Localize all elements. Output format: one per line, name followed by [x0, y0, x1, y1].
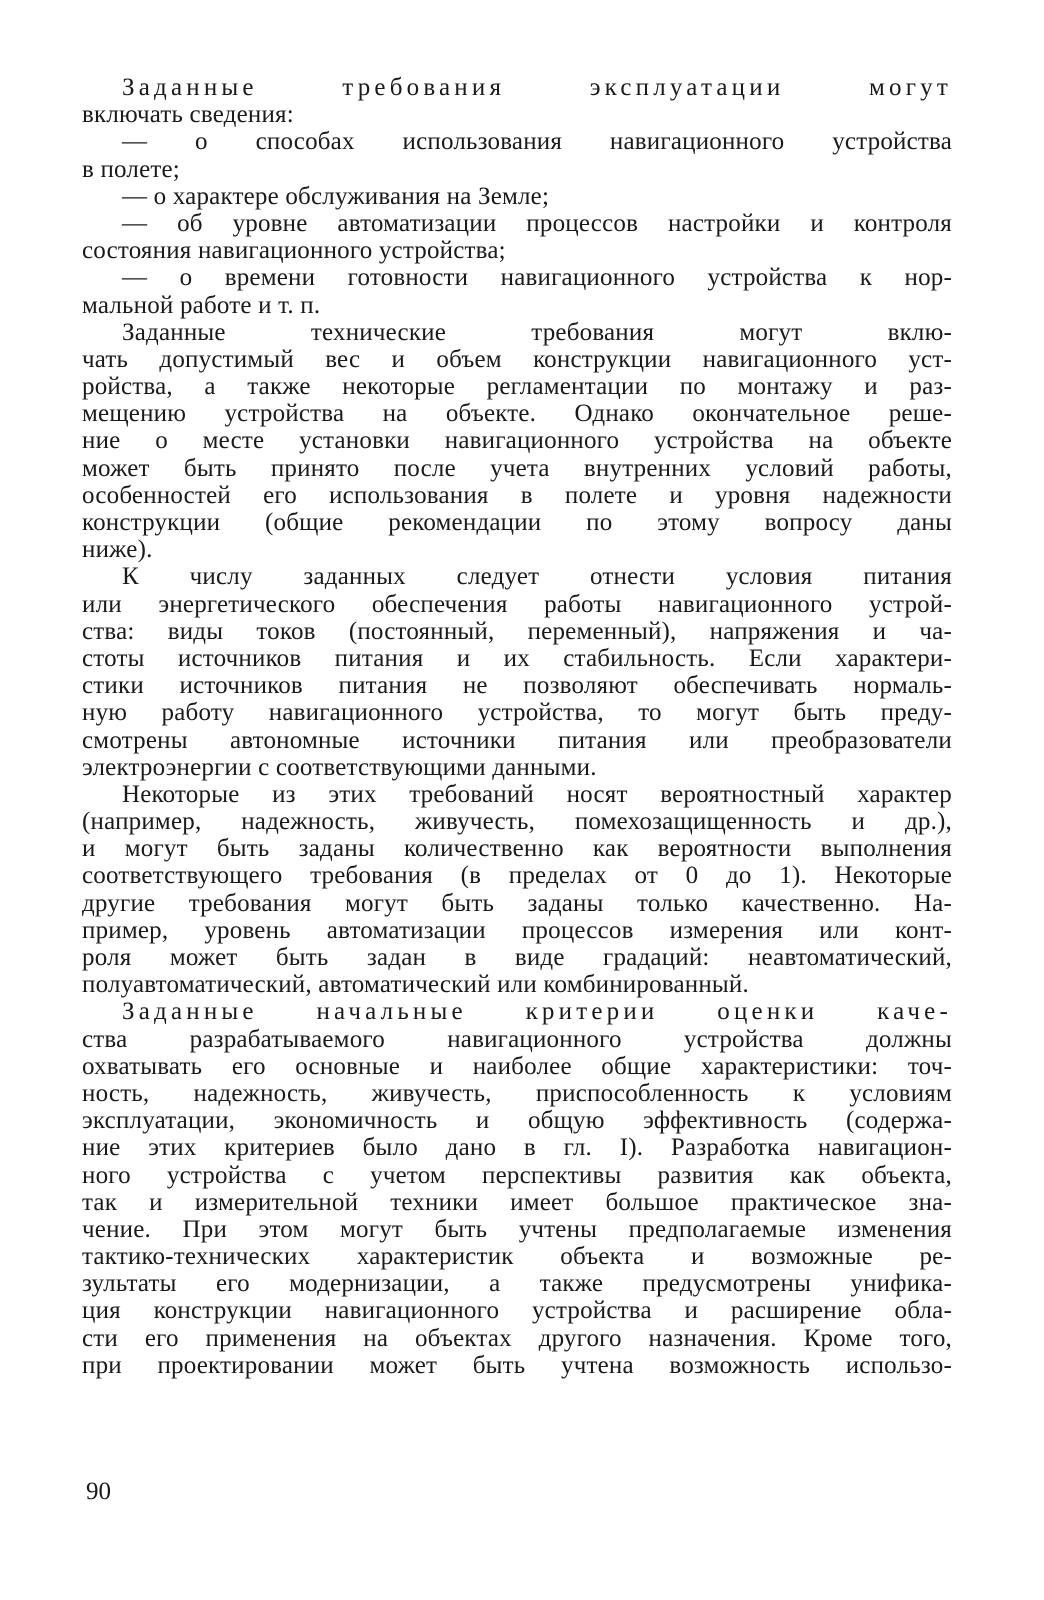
- text-line: чение. При этом могут быть учтены предполагаемые изменения: [82, 1215, 952, 1243]
- text-line: К числу заданных следует отнести условия питания: [122, 563, 952, 591]
- text-line: роля может быть задан в виде градаций: неавтоматический,: [82, 944, 952, 971]
- text-line: зультаты его модернизации, а также предусмотрены унифика-: [82, 1270, 952, 1298]
- text-line: ция конструкции навигационного устройства и расширение обла-: [82, 1297, 952, 1325]
- text-line: — об уровне автоматизации процессов настройки и контроля: [122, 209, 952, 237]
- text-line: сти его применения на объектах другого назначения. Кроме того,: [82, 1324, 952, 1352]
- text-line: ние о месте установки навигационного устройства на объекте: [82, 427, 952, 455]
- text-line: Заданные технические требования могут вклю-: [122, 318, 952, 346]
- page-number: 90: [86, 1478, 111, 1505]
- text-line: конструкции (общие рекомендации по этому вопросу даны: [82, 509, 952, 536]
- text-line: охватывать его основные и наиболее общие характеристики: точ-: [82, 1052, 952, 1080]
- text-line: чать допустимый вес и объем конструкции навигационного уст-: [82, 345, 952, 373]
- text-line: особенностей его использования в полете и уровня надежности: [82, 481, 952, 509]
- text-line: пример, уровень автоматизации процессов измерения или конт-: [82, 916, 952, 944]
- text-line: — о способах использования навигационного устройства: [122, 128, 952, 156]
- text-line: — о характере обслуживания на Земле;: [122, 182, 550, 210]
- text-line: может быть принято после учета внутренних условий работы,: [82, 454, 952, 482]
- text-line: ность, надежность, живучесть, приспособленность к условиям: [82, 1079, 952, 1107]
- page-body: [82, 74, 952, 1379]
- text-line: Заданные требования эксплуатации могут: [122, 74, 952, 101]
- text-line: полуавтоматический, автоматический или комбинированный.: [82, 971, 749, 999]
- text-line: в полете;: [82, 155, 180, 183]
- text-line: ройства, а также некоторые регламентации по монтажу и раз-: [82, 373, 952, 401]
- text-line: смотрены автономные источники питания или преобразователи: [82, 726, 952, 754]
- text-line: мещению устройства на объекте. Однако окончательное реше-: [82, 400, 952, 428]
- text-line: ние этих критериев было дано в гл. I). Разработка навигацион-: [82, 1134, 952, 1162]
- text-line: и могут быть заданы количественно как вероятности выполнения: [82, 835, 952, 863]
- text-line: при проектировании может быть учтена возможность использо-: [82, 1351, 952, 1379]
- text-line: включать сведения:: [82, 101, 294, 129]
- text-line: другие требования могут быть заданы только качественно. На-: [82, 889, 952, 917]
- text-line: эксплуатации, экономичность и общую эффективность (содержа-: [82, 1107, 952, 1135]
- text-line: соответствующего требования (в пределах от 0 до 1). Некоторые: [82, 862, 952, 890]
- text-line: мальной работе и т. п.: [82, 291, 321, 319]
- text-line: состояния навигационного устройства;: [82, 237, 506, 265]
- text-line: тактико-технических характеристик объекта и возможные ре-: [82, 1243, 952, 1271]
- text-line: или энергетического обеспечения работы навигационного устрой-: [82, 590, 952, 618]
- text-line: — о времени готовности навигационного устройства к нор-: [122, 264, 952, 292]
- text-line: ного устройства с учетом перспективы развития как объекта,: [82, 1161, 952, 1189]
- text-line: ства разрабатываемого навигационного устройства должны: [82, 1025, 952, 1053]
- text-line: электроэнергии с соответствующими данными.: [82, 753, 597, 781]
- text-line: ниже).: [82, 536, 153, 564]
- text-line: (например, надежность, живучесть, помехозащищенность и др.),: [82, 808, 952, 836]
- text-line: Некоторые из этих требований носят вероятностный характер: [122, 780, 952, 808]
- text-line: ную работу навигационного устройства, то могут быть преду-: [82, 699, 952, 727]
- text-line: ства: виды токов (постоянный, переменный), напряжения и ча-: [82, 617, 952, 645]
- text-line: стоты источников питания и их стабильность. Если характери-: [82, 644, 952, 672]
- text-line: Заданные начальные критерии оценки каче-: [122, 998, 952, 1026]
- text-line: стики источников питания не позволяют обеспечивать нормаль-: [82, 672, 952, 700]
- text-line: так и измерительной техники имеет большое практическое зна-: [82, 1188, 952, 1216]
